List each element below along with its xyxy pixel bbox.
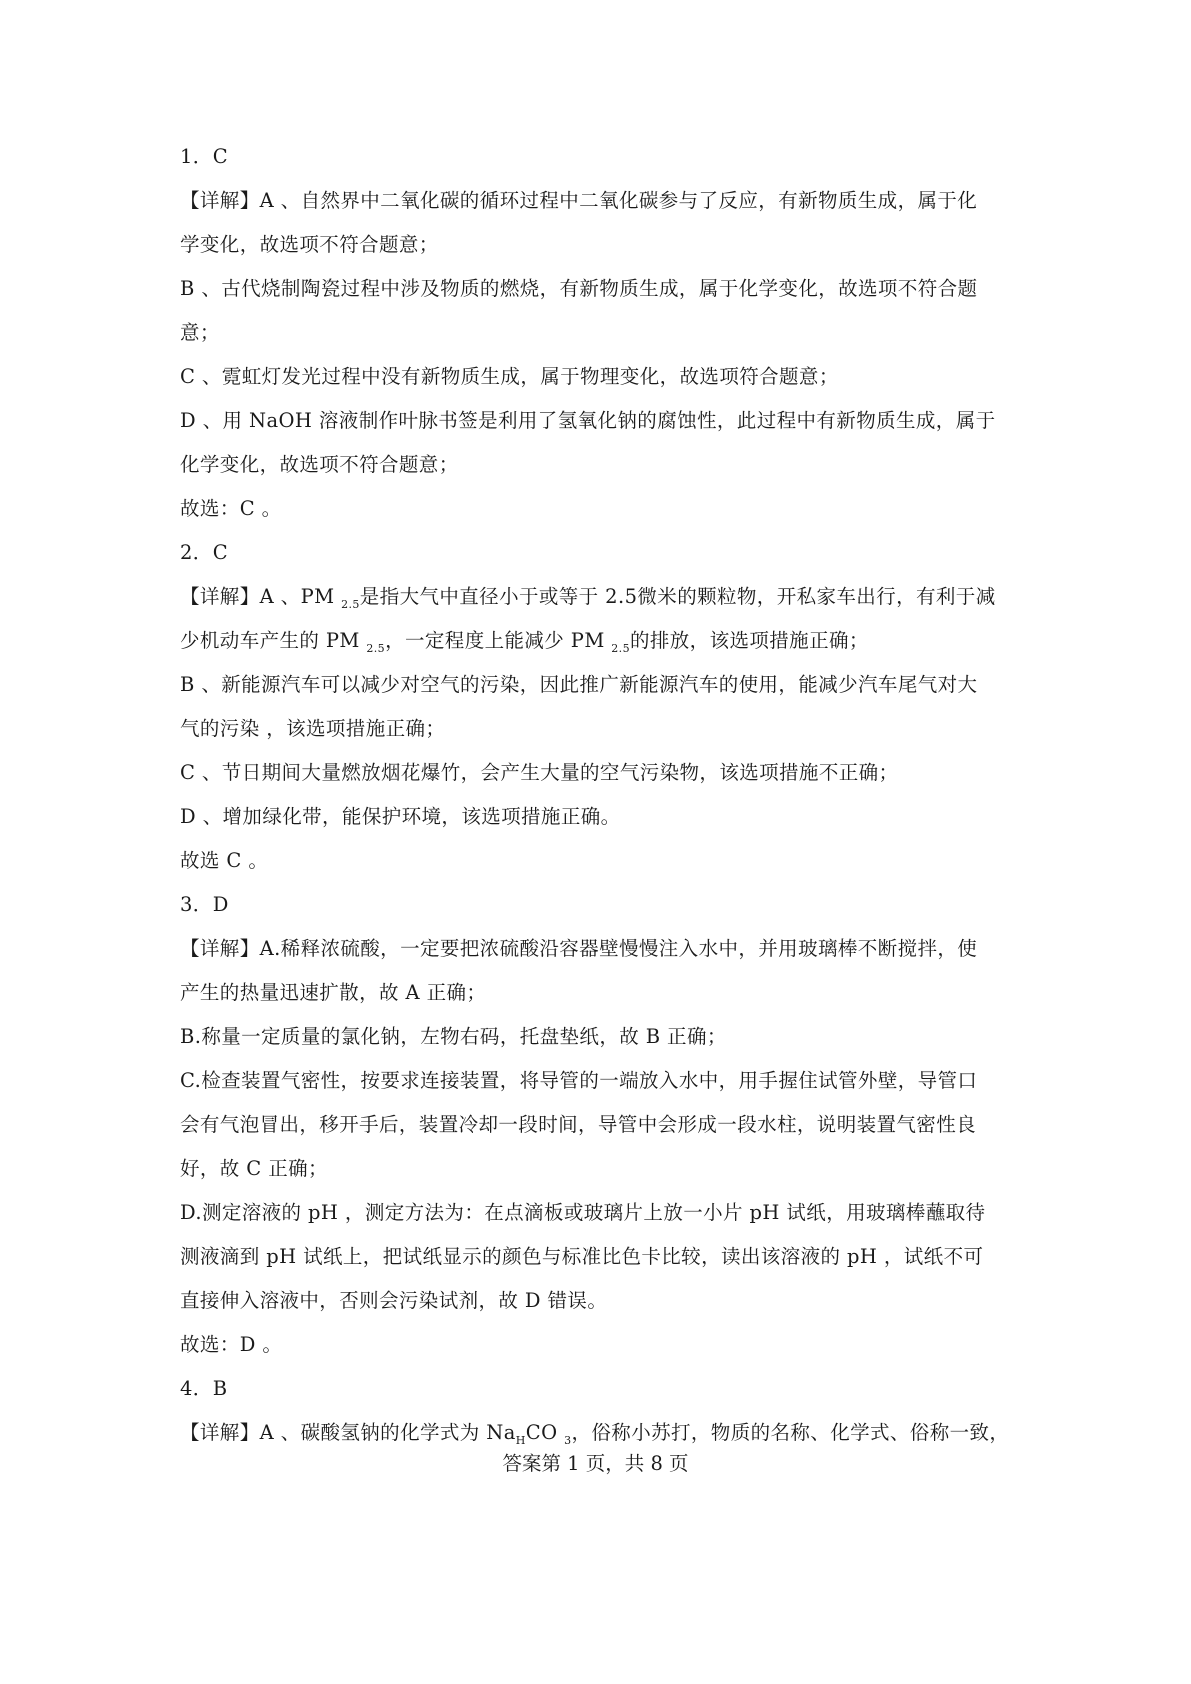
q3-line-9: 直接伸入溶液中，否则会污染试剂，故 D 错误。 <box>180 1289 608 1312</box>
q3-line-5: 会有气泡冒出，移开手后，装置冷却一段时间，导管中会形成一段水柱，说明装置气密性良 <box>180 1113 977 1136</box>
q2-line-4: 气的污染 ，该选项措施正确； <box>180 717 446 740</box>
q2-line-7: 故选 C 。 <box>180 849 269 872</box>
q3-line-2: 产生的热量迅速扩散，故 A 正确； <box>180 981 487 1004</box>
q3-line-10: 故选：D 。 <box>180 1333 283 1356</box>
q2-line-6: D 、增加绿化带，能保护环境，该选项措施正确。 <box>180 805 621 828</box>
q1-line-1: 【详解】A 、自然界中二氧化碳的循环过程中二氧化碳参与了反应，有新物质生成，属于化 <box>180 189 978 212</box>
q1-line-5: C 、霓虹灯发光过程中没有新物质生成，属于物理变化，故选项符合题意； <box>180 365 839 388</box>
q3-line-3: B.称量一定质量的氯化钠，左物右码，托盘垫纸，故 B 正确； <box>180 1025 727 1048</box>
q3-line-1: 【详解】A.稀释浓硫酸，一定要把浓硫酸沿容器壁慢慢注入水中，并用玻璃棒不断搅拌，使 <box>180 937 978 960</box>
q2-line-1: 【详解】A 、PM $_{2.5}$是指大气中直径小于或等于 2.5微米的颗粒物，开私家车出行，有利于减 <box>180 585 996 611</box>
q4-line-1: 【详解】A 、碳酸氢钠的化学式为 $Na_HCO$ $_3$，俗称小苏打，物质的名称、化学式、俗称一致， <box>180 1421 1010 1447</box>
q3-line-6: 好，故 C 正确； <box>180 1157 328 1180</box>
q1-number: 1．C <box>180 145 229 168</box>
q2-line-2: 少机动车产生的 PM $_{2.5}$，一定程度上能减少 PM $_{2.5}$的排放，该选项措施正确； <box>180 629 869 655</box>
q3-number: 3．D <box>180 893 229 916</box>
q4-number: 4．B <box>180 1377 228 1400</box>
q1-line-4: 意； <box>180 321 220 344</box>
q1-line-3: B 、古代烧制陶瓷过程中涉及物质的燃烧，有新物质生成，属于化学变化，故选项不符合题 <box>180 277 978 300</box>
q1-line-6: D 、用 NaOH 溶液制作叶脉书签是利用了氢氧化钠的腐蚀性，此过程中有新物质生成，属于 <box>180 409 996 432</box>
q1-line-8: 故选：C 。 <box>180 497 282 520</box>
q1-line-7: 化学变化，故选项不符合题意； <box>180 453 459 476</box>
q1-line-2: 学变化，故选项不符合题意； <box>180 233 439 256</box>
page-footer: 答案第 1 页，共 8 页 <box>502 1452 689 1475</box>
q3-line-8: 测液滴到 pH 试纸上，把试纸显示的颜色与标准比色卡比较，读出该溶液的 pH ，试纸不可 <box>180 1245 984 1268</box>
q2-line-5: C 、节日期间大量燃放烟花爆竹，会产生大量的空气污染物，该选项措施不正确； <box>180 761 899 784</box>
q3-line-7: D.测定溶液的 pH ，测定方法为：在点滴板或玻璃片上放一小片 pH 试纸，用玻璃棒蘸取待 <box>180 1201 986 1224</box>
q3-line-4: C.检查装置气密性，按要求连接装置，将导管的一端放入水中，用手握住试管外壁，导管口 <box>180 1069 978 1092</box>
q2-number: 2．C <box>180 541 229 564</box>
q2-line-3: B 、新能源汽车可以减少对空气的污染，因此推广新能源汽车的使用，能减少汽车尾气对大 <box>180 673 978 696</box>
